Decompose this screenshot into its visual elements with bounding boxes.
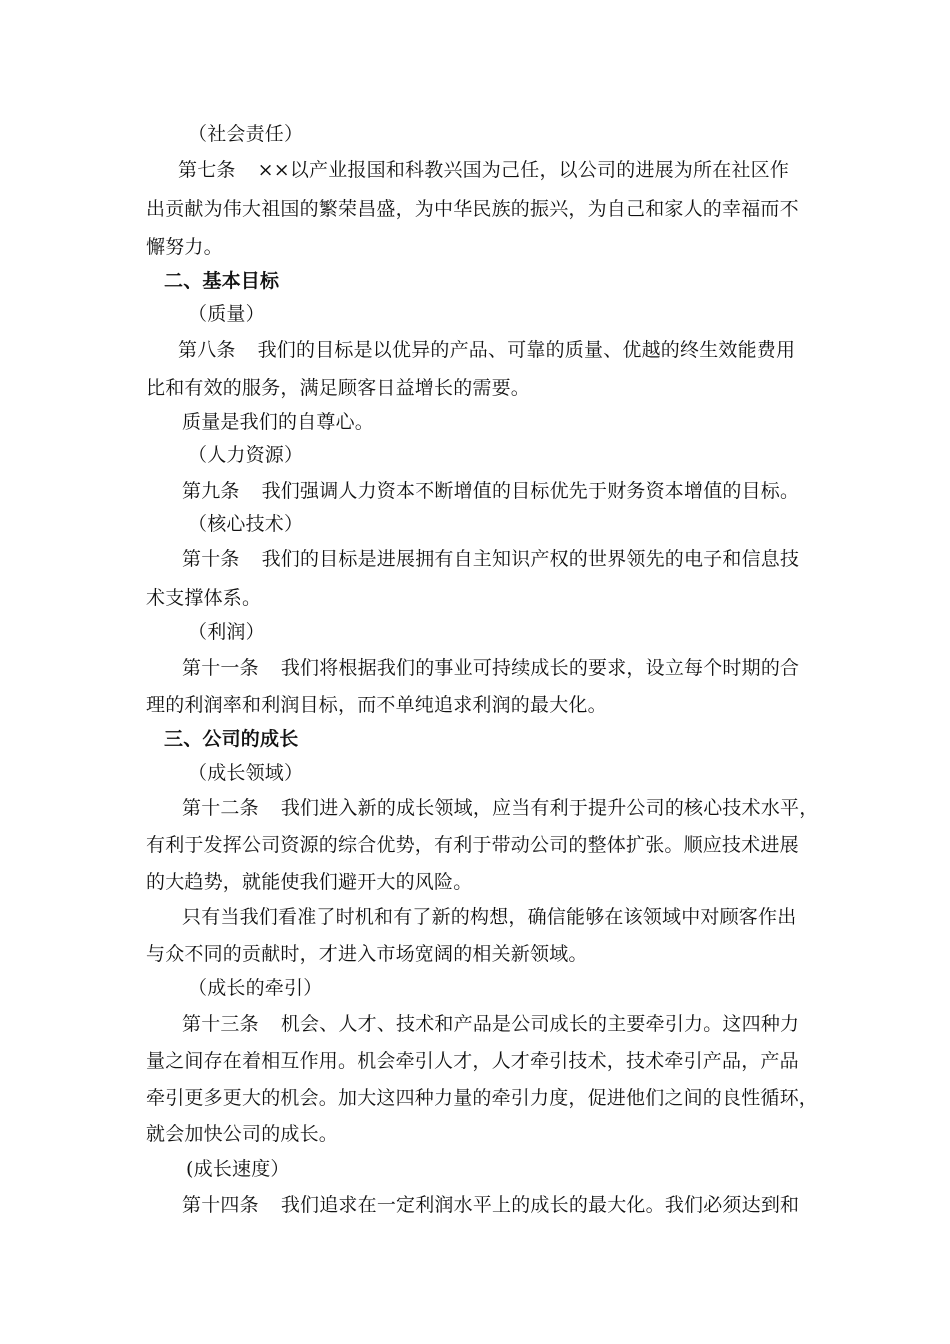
article-13-line-4: 就会加快公司的成长。 xyxy=(146,1123,339,1145)
article-7-text: ××以产业报国和科教兴国为己任，以公司的进展为所在社区作 xyxy=(257,159,790,181)
article-11-text: 我们将根据我们的事业可持续成长的要求，设立每个时期的合 xyxy=(280,657,800,679)
article-13-line-2: 量之间存在着相互作用。机会牵引人才，人才牵引技术，技术牵引产品，产品 xyxy=(146,1050,799,1072)
article-8-line-1 xyxy=(0,338,950,362)
article-8-line-3: 质量是我们的自尊心。 xyxy=(182,411,375,433)
section-heading-growth-traction: （成长的牵引） xyxy=(188,977,323,999)
article-10-line-1 xyxy=(0,547,950,571)
article-7-line-1 xyxy=(0,158,950,182)
article-11-line-2: 理的利润率和利润目标，而不单纯追求利润的最大化。 xyxy=(146,694,607,716)
article-14-line-1 xyxy=(0,1193,950,1217)
article-12-line-5: 与众不同的贡献时，才进入市场宽阔的相关新领域。 xyxy=(146,943,588,965)
article-9-text: 我们强调人力资本不断增值的目标优先于财务资本增值的目标。 xyxy=(261,480,800,502)
section-heading-profit: （利润） xyxy=(188,621,265,643)
article-12-label: 第十二条 xyxy=(182,797,259,819)
section-heading-human-resources: （人力资源） xyxy=(188,444,304,466)
article-8-line-2: 比和有效的服务，满足顾客日益增长的需要。 xyxy=(146,377,531,399)
article-9-label: 第九条 xyxy=(182,480,240,502)
article-13-line-3: 牵引更多更大的机会。加大这四种力量的牵引力度，促进他们之间的良性循环， xyxy=(146,1087,819,1109)
article-14-label: 第十四条 xyxy=(182,1194,259,1216)
section-heading-social-responsibility: （社会责任） xyxy=(188,123,304,145)
article-11-line-1 xyxy=(0,656,950,680)
article-10-text: 我们的目标是进展拥有自主知识产权的世界领先的电子和信息技 xyxy=(261,548,800,570)
article-10-label: 第十条 xyxy=(182,548,240,570)
article-8-label: 第八条 xyxy=(178,339,236,361)
article-12-line-2: 有利于发挥公司资源的综合优势，有利于带动公司的整体扩张。顺应技术进展 xyxy=(146,834,799,856)
article-12-text: 我们进入新的成长领域，应当有利于提升公司的核心技术水平， xyxy=(280,797,819,819)
article-13-label: 第十三条 xyxy=(182,1013,259,1035)
article-13-line-1 xyxy=(0,1012,950,1036)
article-8-text: 我们的目标是以优异的产品、可靠的质量、优越的终生效能费用 xyxy=(257,339,796,361)
article-12-line-1 xyxy=(0,796,950,820)
chapter-title-company-growth: 三、公司的成长 xyxy=(164,728,299,750)
section-heading-growth-areas: （成长领域） xyxy=(188,762,304,784)
article-10-line-2: 术支撑体系。 xyxy=(146,587,262,609)
section-heading-quality: （质量） xyxy=(188,303,265,325)
article-11-label: 第十一条 xyxy=(182,657,259,679)
article-12-line-3: 的大趋势，就能使我们避开大的风险。 xyxy=(146,871,473,893)
article-7-line-2: 出贡献为伟大祖国的繁荣昌盛，为中华民族的振兴，为自己和家人的幸福而不 xyxy=(146,198,799,220)
section-heading-core-technology: （核心技术） xyxy=(188,513,304,535)
article-9-line-1 xyxy=(0,479,950,503)
article-7-line-3: 懈努力。 xyxy=(146,236,223,258)
article-13-text: 机会、人才、技术和产品是公司成长的主要牵引力。这四种力 xyxy=(280,1013,800,1035)
article-7-label: 第七条 xyxy=(178,159,236,181)
section-heading-growth-speed: (成长速度） xyxy=(186,1158,290,1180)
article-14-text: 我们追求在一定利润水平上的成长的最大化。我们必须达到和 xyxy=(280,1194,800,1216)
chapter-title-basic-goals: 二、基本目标 xyxy=(164,270,280,292)
article-12-line-4: 只有当我们看准了时机和有了新的构想，确信能够在该领域中对顾客作出 xyxy=(182,906,797,928)
